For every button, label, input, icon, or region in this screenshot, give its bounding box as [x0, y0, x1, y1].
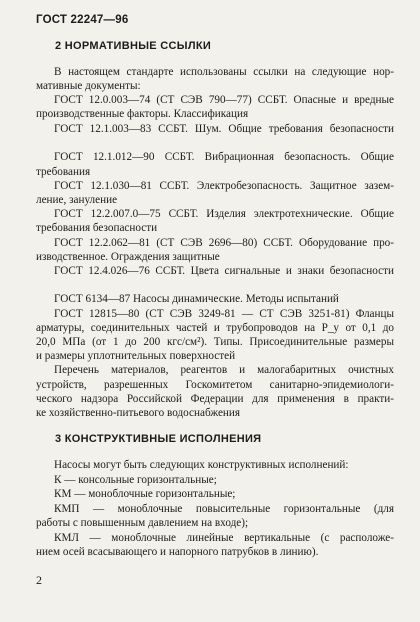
- s2-line-11: ГОСТ 12.2.062—81 (СТ СЭВ 2696—80) ССБТ. Оборудование про-: [54, 237, 394, 249]
- s3-line-2: КМ — моноблочные горизонтальные;: [54, 488, 236, 500]
- section-3-title: 3 КОНСТРУКТИВНЫЕ ИСПОЛНЕНИЯ: [55, 433, 262, 445]
- s2-line-6: требования: [36, 166, 91, 178]
- s2-line-5: ГОСТ 12.1.012—90 ССБТ. Вибрационная безопасность. Общие: [54, 151, 394, 163]
- s2-line-7: ГОСТ 12.1.030—81 ССБТ. Электробезопасность. Защитное зазем-: [54, 180, 394, 192]
- s3-line-4: работы с повышенным давлением на входе);: [36, 517, 249, 529]
- s2-line-17: 20,0 МПа (от 1 до 200 кгс/см²). Типы. Присоединительные размеры: [36, 336, 394, 348]
- s3-line-1: К — консольные горизонтальные;: [54, 474, 217, 486]
- s2-line-15: ГОСТ 12815—80 (СТ СЭВ 3249-81 — СТ СЭВ 3251-81) Фланцы: [54, 308, 394, 320]
- s2-line-2: ГОСТ 12.0.003—74 (СТ СЭВ 790—77) ССБТ. Опасные и вредные: [54, 94, 394, 106]
- s3-line-5: КМЛ — моноблочные линейные вертикальные (с расположе-: [54, 532, 394, 544]
- document-header: ГОСТ 22247—96: [36, 14, 129, 26]
- s2-line-9: ГОСТ 12.2.007.0—75 ССБТ. Изделия электротехнические. Общие: [54, 208, 394, 220]
- s2-line-3: производственные факторы. Классификация: [36, 108, 249, 120]
- s2-line-4: ГОСТ 12.1.003—83 ССБТ. Шум. Общие требования безопасности: [54, 123, 394, 135]
- s2-line-1: мативные документы:: [36, 80, 141, 92]
- s2-line-8: ление, зануление: [36, 194, 118, 206]
- s2-line-14: ГОСТ 6134—87 Насосы динамические. Методы испытаний: [54, 293, 339, 305]
- s3-line-6: нием осей всасывающего и напорного патрубков в линию).: [36, 546, 319, 558]
- s2-line-20: устройств, разрешенных Госкомитетом санитарно-эпидемиологи-: [36, 379, 394, 391]
- s2-line-16: арматуры, соединительных частей и трубопроводов на P_y от 0,1 до: [36, 322, 394, 334]
- s2-line-21: ческого надзора Российской Федерации для применения в практи-: [36, 393, 394, 405]
- s2-line-10: требования безопасности: [36, 222, 158, 234]
- section-2-title: 2 НОРМАТИВНЫЕ ССЫЛКИ: [55, 40, 212, 52]
- s2-line-18: и размеры уплотнительных поверхностей: [36, 350, 236, 362]
- s2-line-19: Перечень материалов, реагентов и малогабаритных очистных: [54, 364, 394, 376]
- page-number: 2: [36, 573, 42, 587]
- s3-line-0: Насосы могут быть следующих конструктивных исполнений:: [54, 459, 349, 471]
- s2-line-0: В настоящем стандарте использованы ссылки на следующие нор-: [54, 66, 394, 78]
- s2-line-12: изводственное. Ограждения защитные: [36, 251, 220, 263]
- s2-line-22: ке хозяйственно-питьевого водоснабжения: [36, 407, 241, 419]
- s2-line-13: ГОСТ 12.4.026—76 ССБТ. Цвета сигнальные и знаки безопасности: [54, 265, 394, 277]
- s3-line-3: КМП — моноблочные повысительные горизонтальные (для: [54, 503, 394, 515]
